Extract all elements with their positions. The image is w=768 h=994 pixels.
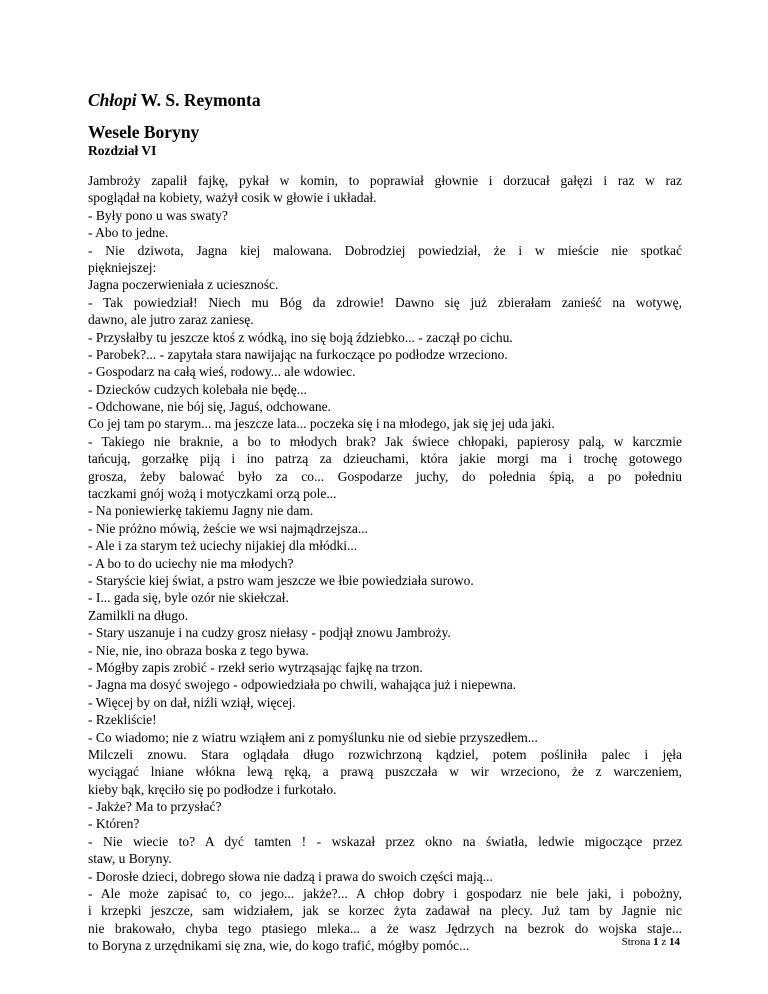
book-title: Chłopi xyxy=(88,90,137,110)
page-total: 14 xyxy=(669,936,680,948)
text-line: - Ale i za starym też uciechy nijakiej dla młódki... xyxy=(88,538,358,554)
text-line: - Dorosłe dzieci, dobrego słowa nie dadzą i prawa do swoich części mają... xyxy=(88,868,493,884)
body-text xyxy=(88,172,682,955)
text-line: - Nie dziwota, Jagna kiej malowana. Dobrodziej powiedział, że i w mieście nie spotkać xyxy=(88,242,682,258)
page-footer xyxy=(622,935,680,949)
text-line: - Dziecków cudzych kolebała nie będę... xyxy=(88,381,307,397)
chapter-title: Rozdział VI xyxy=(88,143,157,158)
page-label: Strona xyxy=(621,936,651,948)
text-line: Zamilkli na długo. xyxy=(88,607,189,623)
text-line: - Były pono u was swaty? xyxy=(88,207,228,223)
text-line: tańcują, gorzałkę piją i ino patrzą za dzieuchami, która jakie morgi ma i trochę gotowego xyxy=(88,451,682,467)
text-line: - Staryście kiej świat, a pstro wam jeszcze we łbie powiedziała surowo. xyxy=(88,572,474,588)
text-line: - Mógłby zapis zrobić - rzekł serio wytrząsając fajkę na trzon. xyxy=(88,659,423,675)
text-line: dawno, ale jutro zaraz zaniesę. xyxy=(88,312,254,328)
text-line: - Rzekliście! xyxy=(88,712,157,728)
text-line: - Tak powiedział! Niech mu Bóg da zdrowie! Dawno się już zbierałam zanieść na wotywę, xyxy=(88,294,682,310)
text-line: - Na poniewierkę takiemu Jagny nie dam. xyxy=(88,503,314,519)
text-line: - Przysłałby tu jeszcze ktoś z wódką, ino się boją ździebko... - zaczął po cichu. xyxy=(88,329,513,345)
text-line: Jagna poczerwieniała z uciesznośc. xyxy=(88,277,279,293)
text-line: - Jagna ma dosyć swojego - odpowiedziała po chwili, wahająca już i niepewna. xyxy=(88,677,517,693)
text-line: - Jakże? Ma to przysłać? xyxy=(88,799,222,815)
text-line: Jambroży zapalił fajkę, pykał w komin, to poprawiał głownie i dorzucał gałęzi i raz w raz xyxy=(88,173,682,188)
text-line: - Nie, nie, ino obraza boska z tego bywa. xyxy=(88,642,309,658)
book-title-heading xyxy=(88,89,261,111)
text-line: spoglądał na kobiety, ważył cosik w głowie i układał. xyxy=(88,190,377,206)
text-line: Co jej tam po starym... ma jeszcze lata... poczeka się i na młodego, jak się jej uda jaki. xyxy=(88,416,555,432)
text-line: wyciągać lniane włókna lewą ręką, a prawą puszczała w wir wrzeciono, że z warczeniem, xyxy=(88,764,682,780)
text-line: - Gospodarz na całą wieś, rodowy... ale wdowiec. xyxy=(88,364,356,380)
text-line: taczkami gnój wożą i motyczkami orzą pole... xyxy=(88,486,337,502)
text-line: - Abo to jedne. xyxy=(88,225,169,241)
part-title: Wesele Boryny xyxy=(88,122,200,142)
page-number: 1 xyxy=(653,936,659,948)
text-line: staw, u Boryny. xyxy=(88,851,172,867)
text-line: i krzepki jeszcze, sam widziałem, jak se korzec żyta zadawał na plecy. Już tam by Jagnie nic xyxy=(88,903,682,919)
text-line: - Co wiadomo; nie z wiatru wziąłem ani z pomyślunku nie od siebie przyszedłem... xyxy=(88,729,538,745)
text-line: Milczeli znowu. Stara oglądała długo rozwichrzoną kądziel, potem pośliniła palec i jęła xyxy=(88,746,682,762)
text-line: nie brakowało, chyba tego ptasiego mleka... a że wasz Jędrzych na bezrok do wojska staje... xyxy=(88,920,682,936)
text-line: - Nie próżno mówią, żeście we wsi najmądrzejsza... xyxy=(88,520,369,536)
text-line: grosza, żeby balować było za co... Gospodarze juchy, do połednia śpią, a po połedniu xyxy=(88,468,682,484)
text-line: - A bo to do uciechy nie ma młodych? xyxy=(88,555,294,571)
text-line: - Odchowane, nie bój się, Jaguś, odchowane. xyxy=(88,399,331,415)
text-line: to Boryna z urzędnikami się zna, wie, do kogo trafić, mógłby pomóc... xyxy=(88,938,470,954)
page-of-label: z xyxy=(661,936,667,948)
text-line: - Któren? xyxy=(88,816,140,832)
text-line: - I... gada się, byle ozór nie skiełczał. xyxy=(88,590,289,606)
text-line: - Nie wiecie to? A dyć tamten ! - wskazał przez okno na światła, ledwie migoczące przez xyxy=(88,833,682,849)
author-name: W. S. Reymonta xyxy=(140,90,261,110)
text-line: kieby bąk, kręciło się po podłodze i furkotało. xyxy=(88,781,337,797)
text-line: - Więcej by on dał, niźli wziął, więcej. xyxy=(88,694,296,710)
text-line: piękniejszej: xyxy=(88,259,157,275)
text-line: - Ale może zapisać to, co jego... jakże?... A chłop dobry i gospodarz nie bele jaki, i pobożny, xyxy=(88,886,682,902)
text-line: - Parobek?... - zapytała stara nawijając na furkoczące po podłodze wrzeciono. xyxy=(88,346,508,362)
text-line: - Takiego nie braknie, a bo to młodych brak? Jak świece chłopaki, papierosy palą, w karczmie xyxy=(88,433,682,449)
text-line: - Stary uszanuje i na cudzy grosz niełasy - podjął znowu Jambroży. xyxy=(88,625,451,641)
